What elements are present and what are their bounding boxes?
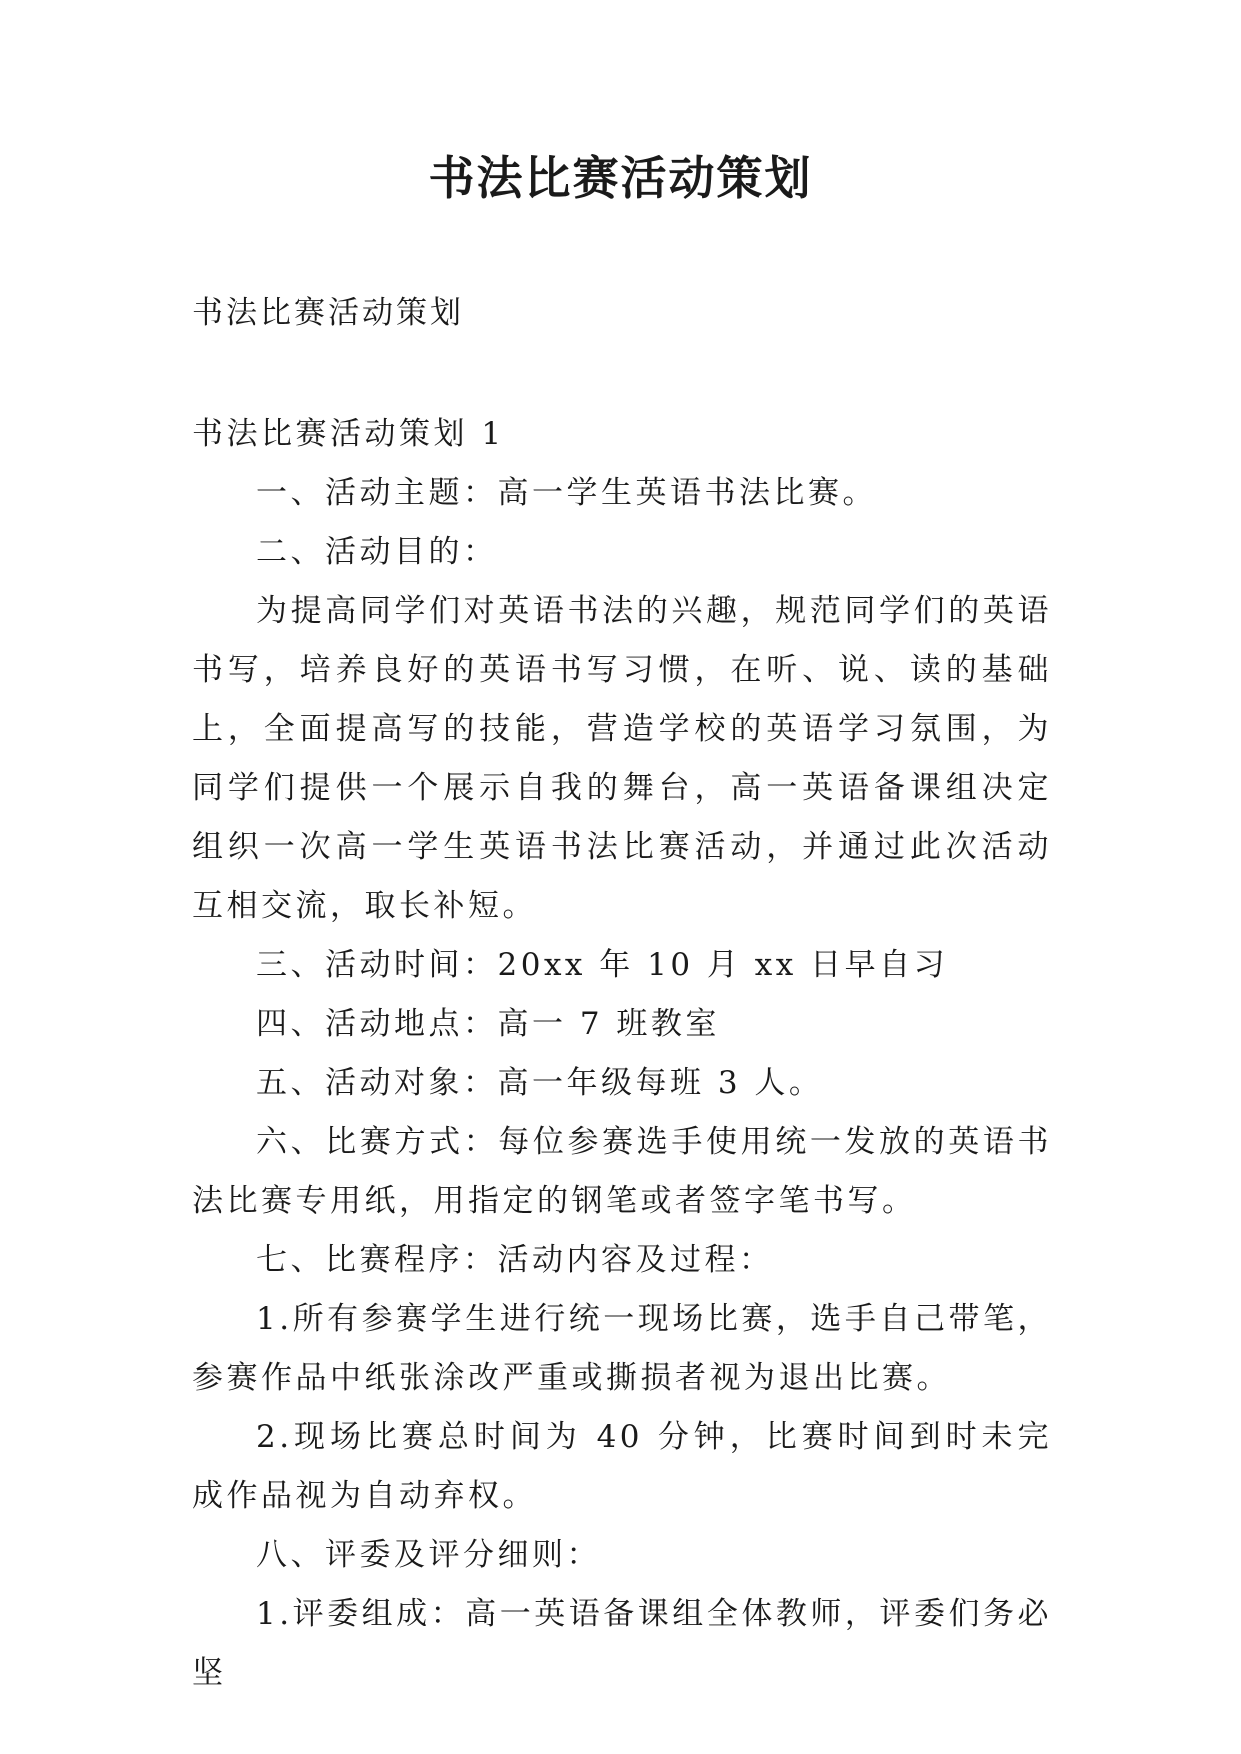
paragraph-activity-location: 四、活动地点：高一 7 班教室 <box>256 1006 720 1042</box>
paragraph-judges-heading: 八、评委及评分细则： <box>256 1537 601 1573</box>
paragraph-activity-theme: 一、活动主题：高一学生英语书法比赛。 <box>256 475 877 511</box>
paragraph-competition-method: 六、比赛方式：每位参赛选手使用统一发放的英语书法比赛专用纸，用指定的钢笔或者签字笔书写。 <box>192 1124 1052 1219</box>
section-heading: 书法比赛活动策划 1 <box>192 416 505 452</box>
paragraph-competition-procedure: 七、比赛程序：活动内容及过程： <box>256 1242 774 1278</box>
paragraph-activity-purpose-label: 二、活动目的： <box>256 534 498 570</box>
paragraph-activity-time: 三、活动时间：20xx 年 10 月 xx 日早自习 <box>256 947 949 983</box>
paragraph-procedure-item-2: 2.现场比赛总时间为 40 分钟，比赛时间到时未完成作品视为自动弃权。 <box>192 1419 1052 1514</box>
document-title: 书法比赛活动策划 <box>428 151 813 205</box>
paragraph-judges-item-1: 1.评委组成：高一英语备课组全体教师，评委们务必坚 <box>192 1596 1052 1691</box>
paragraph-activity-participants: 五、活动对象：高一年级每班 3 人。 <box>256 1065 824 1101</box>
document-body <box>192 405 1052 1703</box>
paragraph-procedure-item-1: 1.所有参赛学生进行统一现场比赛，选手自己带笔，参赛作品中纸张涂改严重或撕损者视为退出比赛。 <box>192 1301 1052 1396</box>
document-subtitle: 书法比赛活动策划 <box>192 295 464 331</box>
paragraph-activity-purpose: 为提高同学们对英语书法的兴趣，规范同学们的英语书写，培养良好的英语书写习惯，在听、说、读的基础上，全面提高写的技能，营造学校的英语学习氛围，为同学们提供一个展示自我的舞台，高一英语备课组决定组织一次高一学生英语书法比赛活动，并通过此次活动互相交流，取长补短。 <box>192 593 1052 924</box>
